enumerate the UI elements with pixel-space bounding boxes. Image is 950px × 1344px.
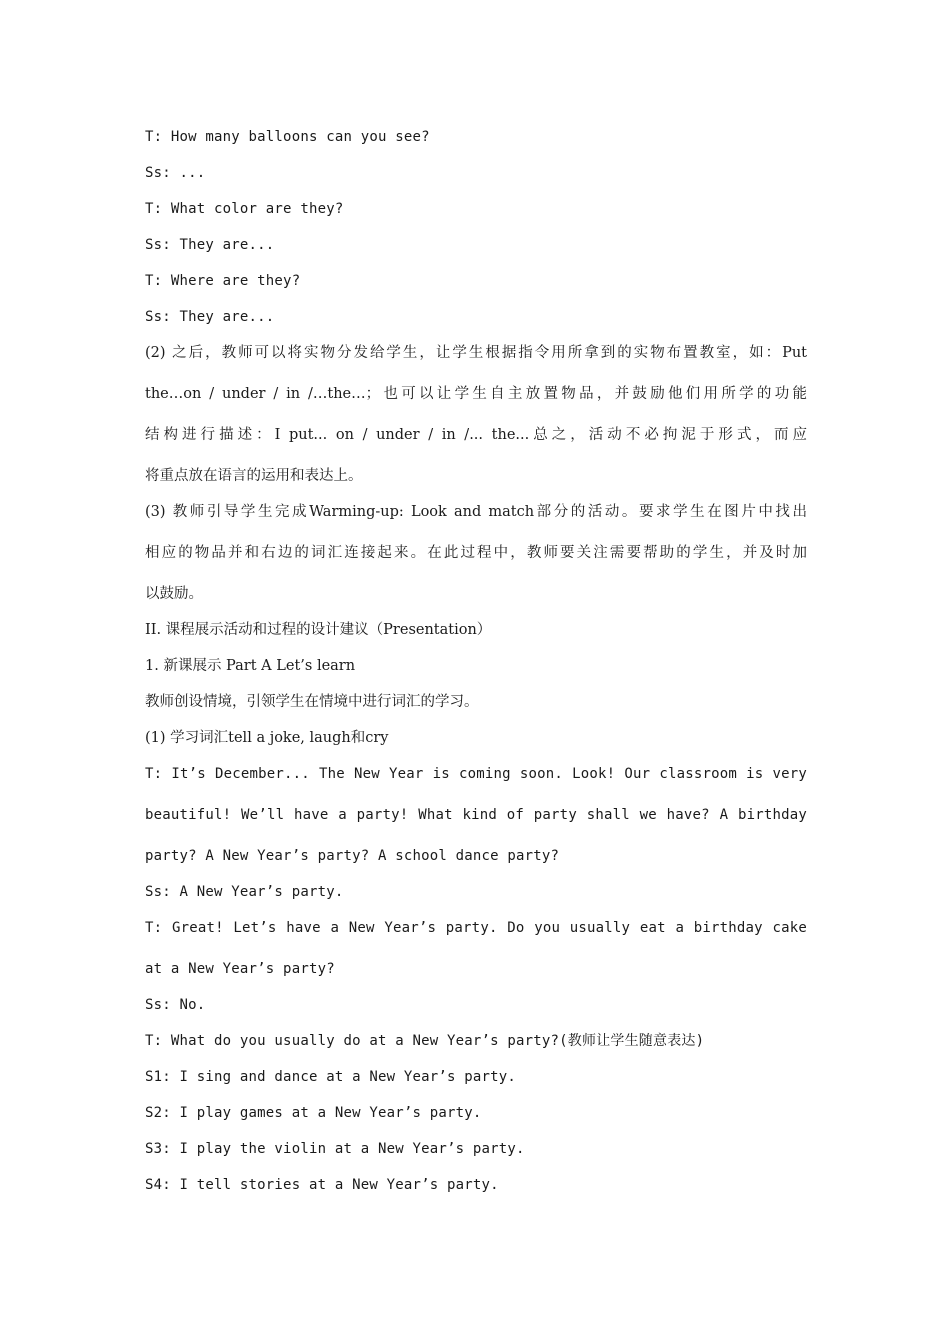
dialogue-line: Ss: No. [145, 997, 206, 1013]
paragraph-line: 教师创设情境，引领学生在情境中进行词汇的学习。 [145, 694, 479, 710]
paragraph-line: (3) 教师引导学生完成Warming-up: Look and match部分的活动。要求学生在图片中找出 [145, 504, 807, 520]
dialogue-line: Ss: A New Year’s party. [145, 884, 344, 900]
paragraph-line: 相应的物品并和右边的词汇连接起来。在此过程中，教师要关注需要帮助的学生，并及时加 [145, 545, 807, 561]
item-heading: (1) 学习词汇tell a joke, laugh和cry [145, 730, 389, 746]
paragraph-line: 结构进行描述：I put... on / under / in /... the...总之，活动不必拘泥于形式，而应 [145, 427, 807, 443]
dialogue-line: beautiful! We’ll have a party! What kind of party shall we have? A birthday [145, 807, 807, 823]
dialogue-line: T: How many balloons can you see? [145, 129, 430, 145]
dialogue-line: T: Where are they? [145, 273, 301, 289]
dialogue-line: S1: I sing and dance at a New Year’s party. [145, 1069, 517, 1085]
dialogue-line: Ss: They are... [145, 309, 275, 325]
dialogue-line: T: What color are they? [145, 201, 344, 217]
dialogue-line: S2: I play games at a New Year’s party. [145, 1105, 482, 1121]
dialogue-line: Ss: ... [145, 165, 206, 181]
dialogue-line: S4: I tell stories at a New Year’s party. [145, 1177, 499, 1193]
dialogue-line: T: What do you usually do at a New Year’s party?(教师让学生随意表达) [145, 1033, 705, 1049]
paragraph-line: 将重点放在语言的运用和表达上。 [145, 468, 363, 484]
section-heading: II. 课程展示活动和过程的设计建议（Presentation） [145, 622, 492, 638]
subsection-heading: 1. 新课展示 Part A Let’s learn [145, 658, 356, 674]
paragraph-line: the…on / under / in /…the…；也可以让学生自主放置物品，并鼓励他们用所学的功能 [145, 386, 807, 402]
paragraph-line: (2) 之后，教师可以将实物分发给学生，让学生根据指令用所拿到的实物布置教室，如：Put [145, 345, 807, 361]
dialogue-line: S3: I play the violin at a New Year’s party. [145, 1141, 525, 1157]
dialogue-line: at a New Year’s party? [145, 961, 335, 977]
dialogue-line: T: Great! Let’s have a New Year’s party. Do you usually eat a birthday cake [145, 920, 807, 936]
dialogue-line: T: It’s December... The New Year is coming soon. Look! Our classroom is very [145, 766, 807, 782]
dialogue-line: Ss: They are... [145, 237, 275, 253]
dialogue-line: party? A New Year’s party? A school dance party? [145, 848, 560, 864]
paragraph-line: 以鼓励。 [145, 586, 203, 602]
